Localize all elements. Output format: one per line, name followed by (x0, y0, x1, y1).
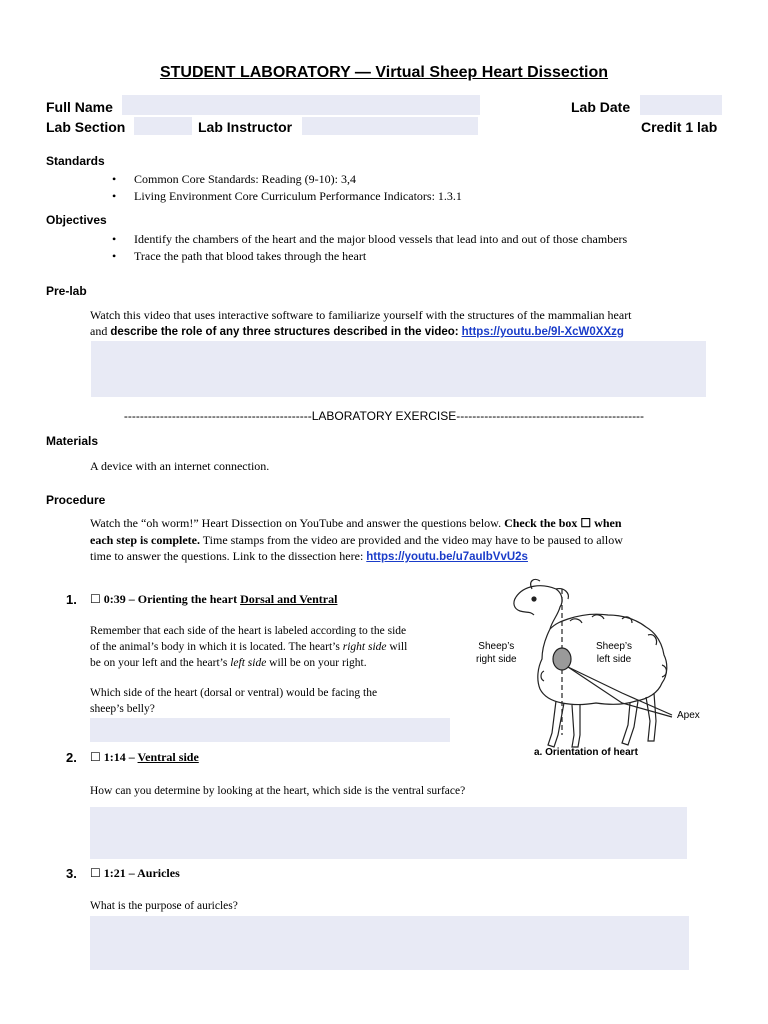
lab-date-field[interactable] (640, 95, 722, 115)
lab-date-label: Lab Date (571, 99, 631, 115)
objectives-item: • Trace the path that blood takes through the heart (134, 249, 366, 264)
lab-instructor-field[interactable] (302, 117, 478, 135)
full-name-field[interactable] (122, 95, 480, 115)
question-1-time: 0:39 – Orienting the heart (100, 592, 241, 606)
question-2-heading (90, 750, 199, 765)
question-1-text (90, 623, 465, 671)
sheep-left-label-line: left side (596, 654, 632, 665)
procedure-text-3 (90, 548, 528, 566)
standards-heading: Standards (46, 154, 105, 168)
prelab-text-2 (90, 323, 624, 341)
procedure-text: Watch the “oh worm!” Heart Dissection on YouTube and answer the questions below. (90, 516, 505, 530)
procedure-text-2 (90, 532, 623, 549)
sheep-illustration (472, 575, 704, 767)
standards-item: • Living Environment Core Curriculum Performance Indicators: 1.3.1 (134, 189, 462, 204)
q1-span: of the animal’s body in which it is located. The heart’s (90, 641, 343, 653)
prelab-video-link[interactable]: https://youtu.be/9l-XcW0XXzg (461, 326, 624, 338)
objectives-heading: Objectives (46, 213, 107, 227)
q1-span: be on your left and the heart’s (90, 657, 231, 669)
apex-label: Apex (677, 710, 700, 721)
question-1-checkbox[interactable]: ☐ (90, 592, 101, 606)
sheep-right-side-label (476, 640, 517, 666)
dissection-video-link[interactable]: https://youtu.be/u7auIbVvU2s (366, 551, 528, 563)
question-3-heading (90, 866, 180, 881)
full-name-label: Full Name (46, 99, 113, 115)
q1-span: will (386, 641, 408, 653)
sheep-left-label-line: Sheep’s (596, 641, 632, 652)
question-1-heading (90, 592, 337, 607)
q1-line: Remember that each side of the heart is labeled according to the side (90, 625, 407, 637)
laboratory-exercise-divider: -----------------------------------------------LABORATORY EXERCISE----------------------------------------------- (123, 409, 645, 423)
standards-item: • Common Core Standards: Reading (9-10): 3,4 (134, 172, 356, 187)
procedure-checkbox-instruction-2: each step is complete. (90, 533, 200, 547)
question-2-text: How can you determine by looking at the heart, which side is the ventral surface? (90, 785, 466, 797)
question-3-number: 3. (66, 866, 77, 881)
q1-line (90, 639, 465, 655)
question-1-title: Dorsal and Ventral (240, 592, 338, 606)
sheep-right-label-line: Sheep’s (478, 641, 515, 652)
procedure-heading: Procedure (46, 493, 106, 507)
procedure-text-1 (90, 515, 622, 532)
procedure-text: Time stamps from the video are provided and the video may have to be paused to allow (199, 533, 623, 547)
prelab-text-plain: and (90, 324, 111, 338)
question-2-time: 1:14 – (100, 750, 138, 764)
lab-section-label: Lab Section (46, 119, 126, 135)
page-title: STUDENT LABORATORY — Virtual Sheep Heart Dissection (159, 64, 609, 81)
question-2-number: 2. (66, 750, 77, 765)
lab-section-field[interactable] (134, 117, 192, 135)
prelab-heading: Pre-lab (46, 284, 87, 298)
question-3-checkbox[interactable]: ☐ (90, 866, 101, 880)
question-3-time: 1:21 – Auricles (100, 866, 180, 880)
procedure-text: time to answer the questions. Link to the dissection here: (90, 549, 367, 563)
question-3-text: What is the purpose of auricles? (90, 900, 238, 912)
q1-prompt-line: Which side of the heart (dorsal or ventral) would be facing the (90, 687, 378, 699)
sheep-left-side-label (596, 640, 632, 666)
sheep-orientation-figure (472, 575, 704, 767)
materials-text: A device with an internet connection. (90, 459, 270, 473)
q1-prompt-line: sheep’s belly? (90, 703, 155, 715)
question-2-title: Ventral side (137, 750, 199, 764)
q1-span: will be on your right. (266, 657, 367, 669)
materials-heading: Materials (46, 434, 99, 448)
q1-line (90, 655, 465, 671)
question-1-answer-box[interactable] (90, 718, 450, 742)
question-2-checkbox[interactable]: ☐ (90, 750, 101, 764)
credit-label: Credit 1 lab (641, 119, 718, 135)
question-1-number: 1. (66, 592, 77, 607)
sheep-right-label-line: right side (476, 654, 517, 665)
prelab-instruction: describe the role of any three structures described in the video: (110, 326, 459, 338)
figure-caption: a. Orientation of heart (534, 747, 638, 758)
q1-italic: right side (342, 641, 387, 653)
procedure-checkbox-instruction: Check the box ☐ when (504, 516, 622, 530)
lab-instructor-label: Lab Instructor (198, 119, 293, 135)
q1-italic: left side (230, 657, 267, 669)
question-1-prompt (90, 685, 465, 717)
prelab-text: Watch this video that uses interactive software to familiarize yourself with the structures of the mammalian heart (90, 308, 632, 322)
question-3-answer-box[interactable] (90, 916, 689, 970)
question-2-answer-box[interactable] (90, 807, 687, 859)
objectives-item: • Identify the chambers of the heart and the major blood vessels that lead into and out of those chambers (134, 232, 627, 247)
prelab-answer-box[interactable] (91, 341, 706, 397)
